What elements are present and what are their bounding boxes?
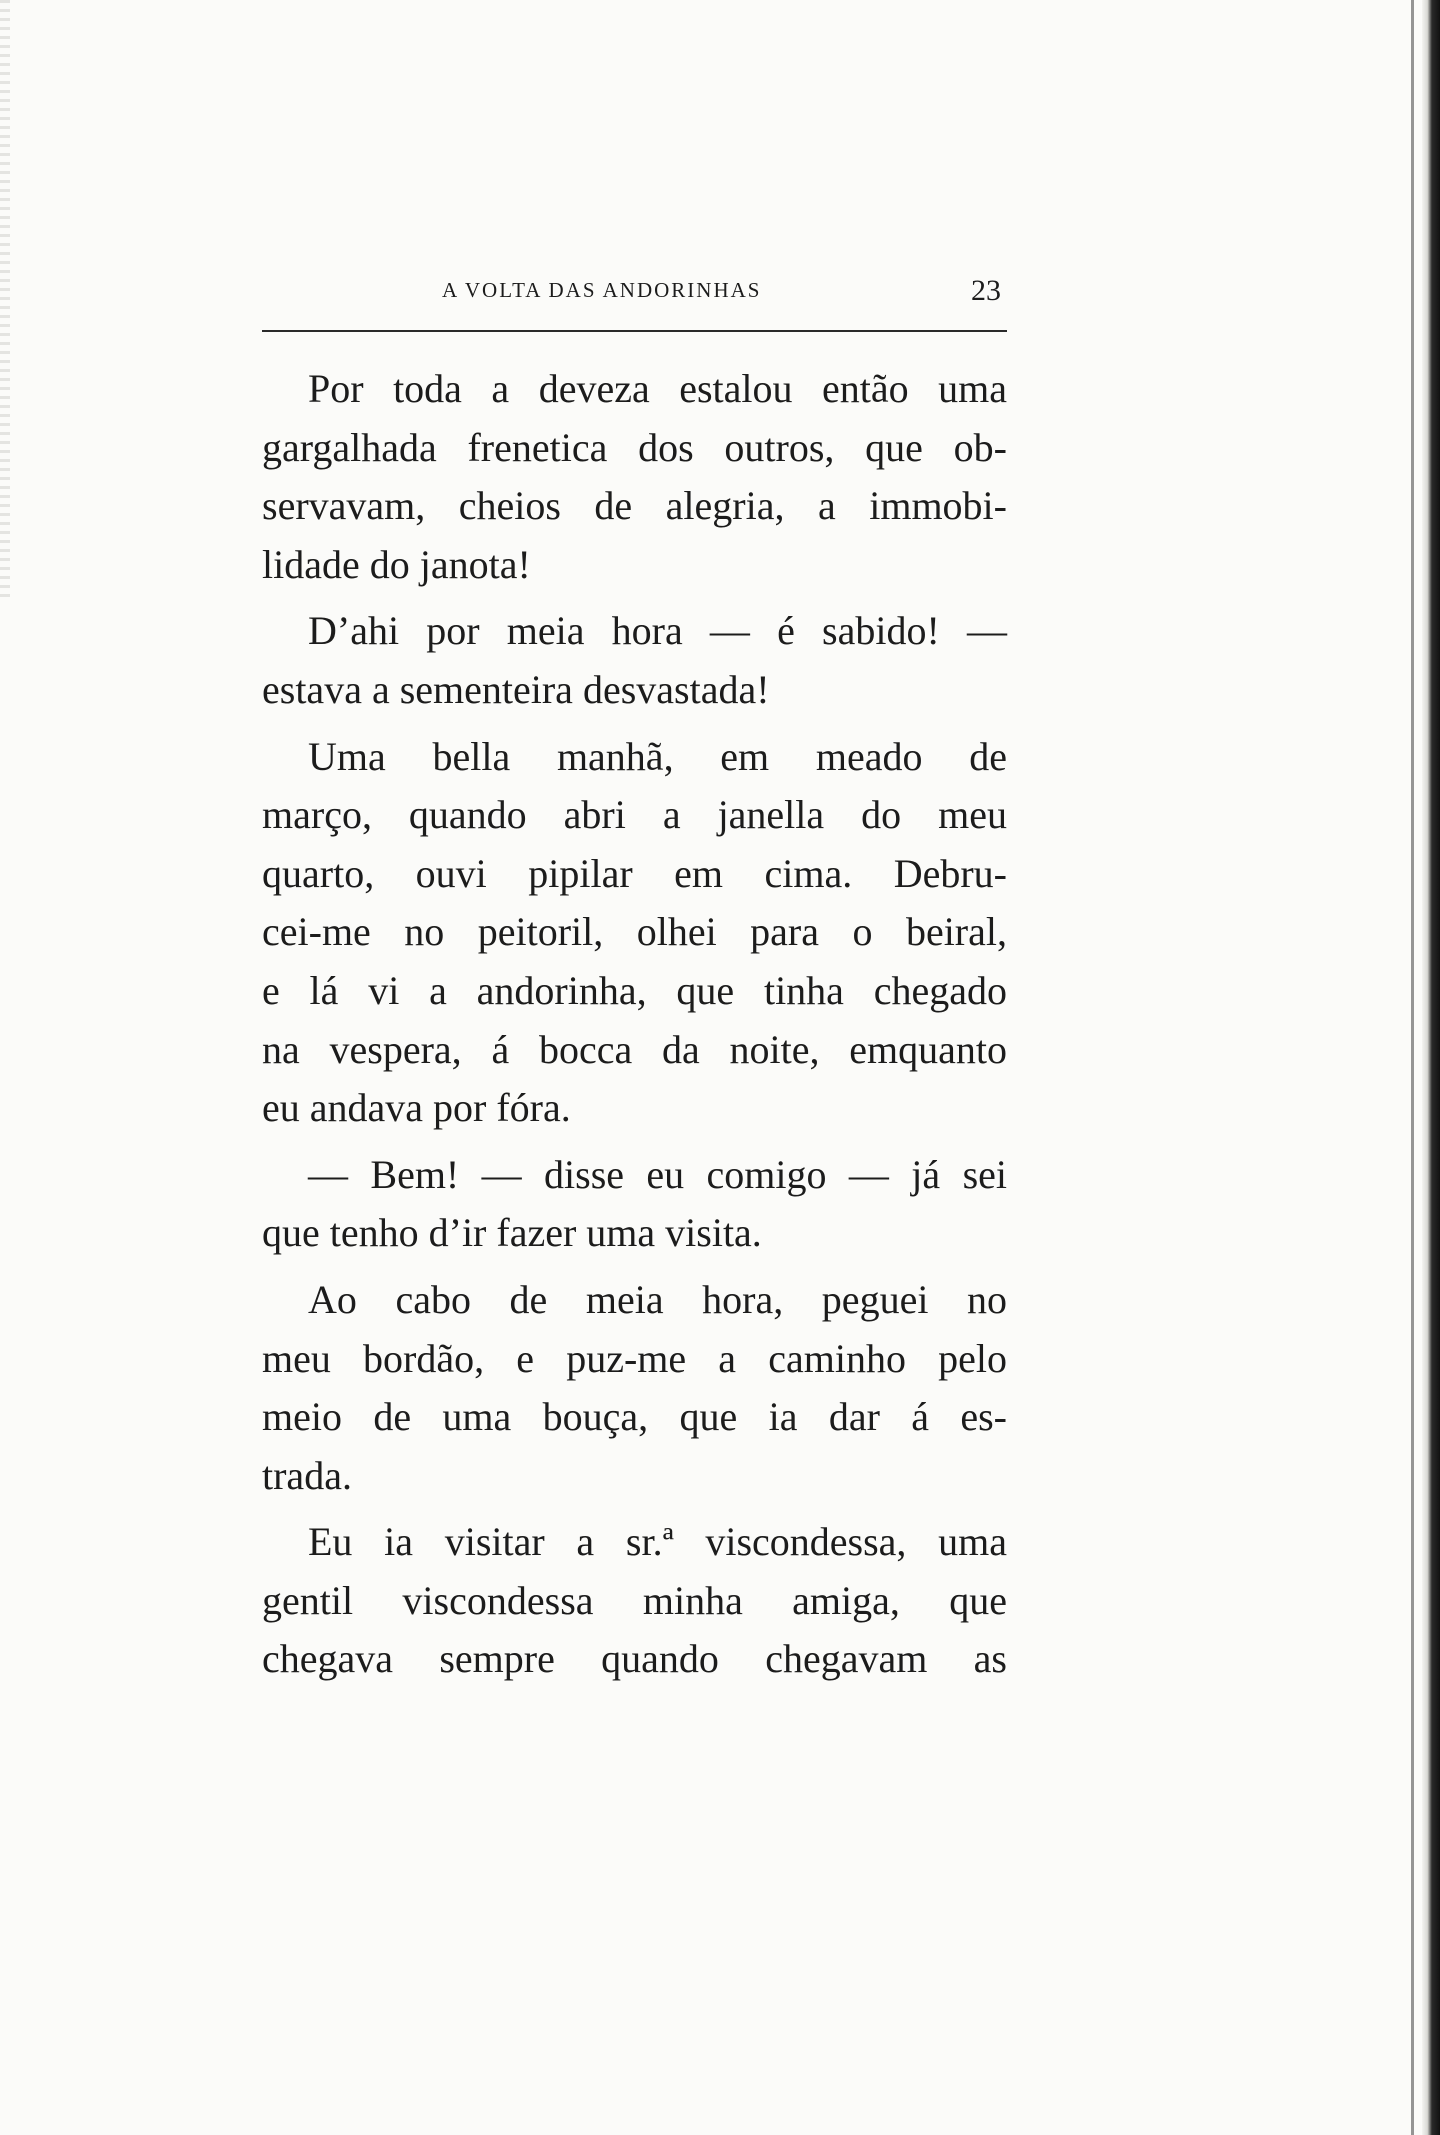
text-line: que tenho d’ir fazer uma visita. xyxy=(262,1210,762,1256)
text-line: estava a sementeira desvastada! xyxy=(262,666,770,712)
body-text xyxy=(262,360,1007,1689)
text-line: Por toda a deveza estalou então uma xyxy=(308,366,1007,411)
text-line: eu andava por fóra. xyxy=(262,1085,571,1131)
paragraph xyxy=(262,360,1007,594)
text-line: gargalhada frenetica dos outros, que ob- xyxy=(262,424,1007,470)
page-binding-edge xyxy=(1422,0,1440,2135)
text-line: meio de uma bouça, que ia dar á es- xyxy=(262,1394,1007,1440)
running-title: A VOLTA DAS ANDORINHAS xyxy=(442,278,762,302)
text-line: quarto, ouvi pipilar em cima. Debru- xyxy=(262,850,1007,896)
paragraph xyxy=(262,728,1007,1138)
page-header xyxy=(262,270,1007,332)
paragraph xyxy=(262,1146,1007,1263)
text-line: na vespera, á bocca da noite, emquanto xyxy=(262,1026,1007,1072)
text-line: D’ahi por meia hora — é sabido! — xyxy=(308,608,1007,654)
page-binding-shadow xyxy=(1411,0,1414,2135)
text-line: — Bem! — disse eu comigo — já sei xyxy=(308,1151,1007,1197)
text-line: trada. xyxy=(262,1452,352,1498)
text-line: cei-me no peitoril, olhei para o beiral, xyxy=(262,909,1007,955)
text-line: servavam, cheios de alegria, a immobi- xyxy=(262,483,1007,529)
text-line: meu bordão, e puz-me a caminho pelo xyxy=(262,1335,1007,1381)
text-line: gentil viscondessa minha amiga, que xyxy=(262,1577,1007,1623)
text-line: Ao cabo de meia hora, peguei no xyxy=(308,1276,1007,1322)
text-line: e lá vi a andorinha, que tinha chegado xyxy=(262,967,1007,1013)
text-line: Uma bella manhã, em meado de xyxy=(308,733,1007,779)
page-number: 23 xyxy=(971,274,1001,307)
paragraph xyxy=(262,602,1007,719)
page-scan-edge-left xyxy=(0,0,10,600)
text-line: chegava sempre quando chegavam as xyxy=(262,1636,1007,1682)
text-line: março, quando abri a janella do meu xyxy=(262,792,1007,838)
paragraph xyxy=(262,1271,1007,1505)
text-line: Eu ia visitar a sr.ª viscondessa, uma xyxy=(308,1519,1007,1565)
text-line: lidade do janota! xyxy=(262,541,531,587)
paragraph xyxy=(262,1513,1007,1689)
